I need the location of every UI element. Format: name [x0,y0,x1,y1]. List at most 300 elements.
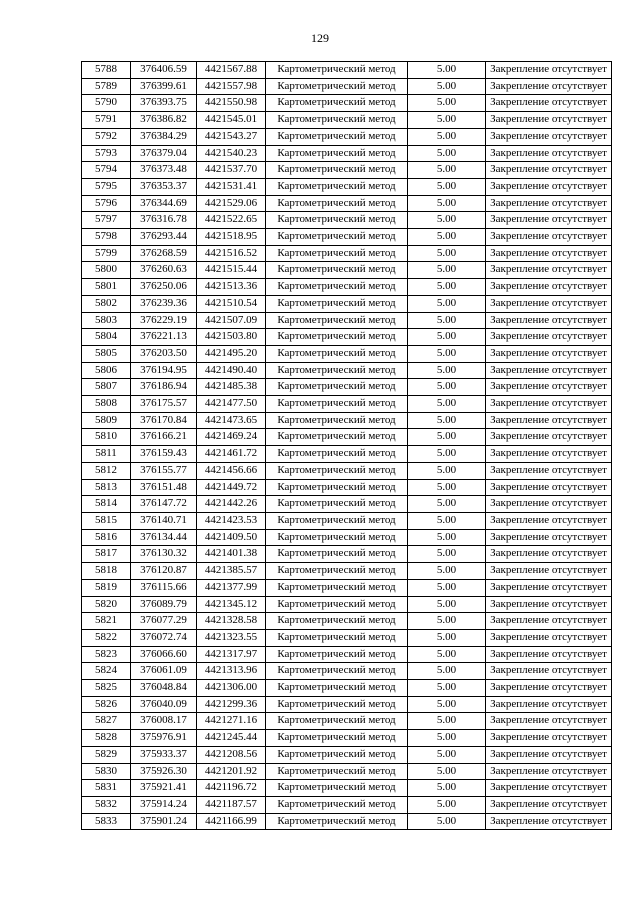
y-coordinate-cell: 4421313.96 [197,663,266,680]
x-coordinate-cell: 376344.69 [131,195,197,212]
table-row [82,479,612,496]
accuracy-cell: 5.00 [408,329,486,346]
method-cell: Картометрический метод [266,95,408,112]
table-row [82,563,612,580]
fixation-cell: Закрепление отсутствует [486,462,612,479]
point-number-cell: 5818 [82,563,131,580]
point-number-cell: 5826 [82,696,131,713]
accuracy-cell: 5.00 [408,763,486,780]
method-cell: Картометрический метод [266,178,408,195]
method-cell: Картометрический метод [266,713,408,730]
y-coordinate-cell: 4421328.58 [197,613,266,630]
point-number-cell: 5799 [82,245,131,262]
fixation-cell: Закрепление отсутствует [486,479,612,496]
table-row [82,680,612,697]
accuracy-cell: 5.00 [408,145,486,162]
y-coordinate-cell: 4421495.20 [197,345,266,362]
accuracy-cell: 5.00 [408,229,486,246]
method-cell: Картометрический метод [266,646,408,663]
y-coordinate-cell: 4421271.16 [197,713,266,730]
fixation-cell: Закрепление отсутствует [486,345,612,362]
point-number-cell: 5828 [82,730,131,747]
point-number-cell: 5823 [82,646,131,663]
accuracy-cell: 5.00 [408,212,486,229]
table-row [82,212,612,229]
method-cell: Картометрический метод [266,195,408,212]
y-coordinate-cell: 4421166.99 [197,813,266,830]
method-cell: Картометрический метод [266,596,408,613]
fixation-cell: Закрепление отсутствует [486,663,612,680]
fixation-cell: Закрепление отсутствует [486,295,612,312]
table-row [82,195,612,212]
x-coordinate-cell: 376406.59 [131,62,197,79]
method-cell: Картометрический метод [266,62,408,79]
accuracy-cell: 5.00 [408,680,486,697]
table-row [82,379,612,396]
method-cell: Картометрический метод [266,396,408,413]
method-cell: Картометрический метод [266,546,408,563]
point-number-cell: 5790 [82,95,131,112]
table-row [82,229,612,246]
table-row [82,112,612,129]
fixation-cell: Закрепление отсутствует [486,546,612,563]
fixation-cell: Закрепление отсутствует [486,95,612,112]
point-number-cell: 5805 [82,345,131,362]
fixation-cell: Закрепление отсутствует [486,813,612,830]
method-cell: Картометрический метод [266,78,408,95]
y-coordinate-cell: 4421456.66 [197,462,266,479]
x-coordinate-cell: 376373.48 [131,162,197,179]
fixation-cell: Закрепление отсутствует [486,262,612,279]
table-row [82,446,612,463]
accuracy-cell: 5.00 [408,546,486,563]
y-coordinate-cell: 4421567.88 [197,62,266,79]
accuracy-cell: 5.00 [408,62,486,79]
accuracy-cell: 5.00 [408,730,486,747]
method-cell: Картометрический метод [266,813,408,830]
accuracy-cell: 5.00 [408,295,486,312]
x-coordinate-cell: 376120.87 [131,563,197,580]
y-coordinate-cell: 4421485.38 [197,379,266,396]
point-number-cell: 5816 [82,529,131,546]
accuracy-cell: 5.00 [408,746,486,763]
table-row [82,162,612,179]
x-coordinate-cell: 376379.04 [131,145,197,162]
method-cell: Картометрический метод [266,295,408,312]
point-number-cell: 5813 [82,479,131,496]
x-coordinate-cell: 376386.82 [131,112,197,129]
point-number-cell: 5811 [82,446,131,463]
fixation-cell: Закрепление отсутствует [486,178,612,195]
point-number-cell: 5800 [82,262,131,279]
accuracy-cell: 5.00 [408,362,486,379]
method-cell: Картометрический метод [266,529,408,546]
point-number-cell: 5817 [82,546,131,563]
accuracy-cell: 5.00 [408,579,486,596]
point-number-cell: 5812 [82,462,131,479]
x-coordinate-cell: 375976.91 [131,730,197,747]
table-row [82,696,612,713]
fixation-cell: Закрепление отсутствует [486,245,612,262]
point-number-cell: 5815 [82,512,131,529]
y-coordinate-cell: 4421187.57 [197,796,266,813]
method-cell: Картометрический метод [266,780,408,797]
x-coordinate-cell: 376393.75 [131,95,197,112]
fixation-cell: Закрепление отсутствует [486,329,612,346]
accuracy-cell: 5.00 [408,713,486,730]
method-cell: Картометрический метод [266,229,408,246]
fixation-cell: Закрепление отсутствует [486,112,612,129]
y-coordinate-cell: 4421510.54 [197,295,266,312]
accuracy-cell: 5.00 [408,345,486,362]
y-coordinate-cell: 4421537.70 [197,162,266,179]
method-cell: Картометрический метод [266,512,408,529]
method-cell: Картометрический метод [266,696,408,713]
point-number-cell: 5820 [82,596,131,613]
method-cell: Картометрический метод [266,746,408,763]
table-row [82,62,612,79]
fixation-cell: Закрепление отсутствует [486,412,612,429]
table-row [82,796,612,813]
method-cell: Картометрический метод [266,262,408,279]
fixation-cell: Закрепление отсутствует [486,646,612,663]
accuracy-cell: 5.00 [408,112,486,129]
point-number-cell: 5803 [82,312,131,329]
x-coordinate-cell: 376155.77 [131,462,197,479]
method-cell: Картометрический метод [266,245,408,262]
x-coordinate-cell: 376250.06 [131,279,197,296]
x-coordinate-cell: 376166.21 [131,429,197,446]
fixation-cell: Закрепление отсутствует [486,696,612,713]
table-row [82,813,612,830]
table-row [82,78,612,95]
table-row [82,295,612,312]
method-cell: Картометрический метод [266,613,408,630]
table-row [82,279,612,296]
fixation-cell: Закрепление отсутствует [486,78,612,95]
y-coordinate-cell: 4421345.12 [197,596,266,613]
fixation-cell: Закрепление отсутствует [486,396,612,413]
y-coordinate-cell: 4421461.72 [197,446,266,463]
x-coordinate-cell: 375921.41 [131,780,197,797]
accuracy-cell: 5.00 [408,162,486,179]
accuracy-cell: 5.00 [408,446,486,463]
fixation-cell: Закрепление отсутствует [486,596,612,613]
point-number-cell: 5789 [82,78,131,95]
fixation-cell: Закрепление отсутствует [486,128,612,145]
point-number-cell: 5795 [82,178,131,195]
x-coordinate-cell: 376089.79 [131,596,197,613]
point-number-cell: 5814 [82,496,131,513]
method-cell: Картометрический метод [266,312,408,329]
y-coordinate-cell: 4421518.95 [197,229,266,246]
point-number-cell: 5791 [82,112,131,129]
table-row [82,763,612,780]
y-coordinate-cell: 4421515.44 [197,262,266,279]
fixation-cell: Закрепление отсутствует [486,780,612,797]
method-cell: Картометрический метод [266,379,408,396]
accuracy-cell: 5.00 [408,379,486,396]
table-row [82,780,612,797]
fixation-cell: Закрепление отсутствует [486,195,612,212]
accuracy-cell: 5.00 [408,78,486,95]
x-coordinate-cell: 375926.30 [131,763,197,780]
method-cell: Картометрический метод [266,212,408,229]
accuracy-cell: 5.00 [408,195,486,212]
accuracy-cell: 5.00 [408,496,486,513]
method-cell: Картометрический метод [266,145,408,162]
fixation-cell: Закрепление отсутствует [486,713,612,730]
table-row [82,579,612,596]
table-row [82,462,612,479]
x-coordinate-cell: 376008.17 [131,713,197,730]
point-number-cell: 5793 [82,145,131,162]
fixation-cell: Закрепление отсутствует [486,279,612,296]
method-cell: Картометрический метод [266,496,408,513]
y-coordinate-cell: 4421423.53 [197,512,266,529]
method-cell: Картометрический метод [266,329,408,346]
table-row [82,629,612,646]
point-number-cell: 5802 [82,295,131,312]
fixation-cell: Закрепление отсутствует [486,529,612,546]
fixation-cell: Закрепление отсутствует [486,746,612,763]
y-coordinate-cell: 4421522.65 [197,212,266,229]
fixation-cell: Закрепление отсутствует [486,730,612,747]
accuracy-cell: 5.00 [408,245,486,262]
point-number-cell: 5824 [82,663,131,680]
accuracy-cell: 5.00 [408,512,486,529]
point-number-cell: 5797 [82,212,131,229]
point-number-cell: 5825 [82,680,131,697]
fixation-cell: Закрепление отсутствует [486,496,612,513]
y-coordinate-cell: 4421245.44 [197,730,266,747]
method-cell: Картометрический метод [266,629,408,646]
table-row [82,345,612,362]
accuracy-cell: 5.00 [408,813,486,830]
point-number-cell: 5806 [82,362,131,379]
x-coordinate-cell: 376072.74 [131,629,197,646]
method-cell: Картометрический метод [266,763,408,780]
fixation-cell: Закрепление отсутствует [486,680,612,697]
table-row [82,178,612,195]
point-number-cell: 5819 [82,579,131,596]
method-cell: Картометрический метод [266,429,408,446]
x-coordinate-cell: 376221.13 [131,329,197,346]
fixation-cell: Закрепление отсутствует [486,446,612,463]
fixation-cell: Закрепление отсутствует [486,362,612,379]
y-coordinate-cell: 4421299.36 [197,696,266,713]
method-cell: Картометрический метод [266,680,408,697]
point-number-cell: 5829 [82,746,131,763]
table-row [82,362,612,379]
method-cell: Картометрический метод [266,579,408,596]
coordinates-table [81,61,612,830]
y-coordinate-cell: 4421513.36 [197,279,266,296]
x-coordinate-cell: 376147.72 [131,496,197,513]
method-cell: Картометрический метод [266,162,408,179]
x-coordinate-cell: 376170.84 [131,412,197,429]
y-coordinate-cell: 4421385.57 [197,563,266,580]
x-coordinate-cell: 375901.24 [131,813,197,830]
table-row [82,546,612,563]
method-cell: Картометрический метод [266,663,408,680]
page-number: 129 [311,31,329,45]
accuracy-cell: 5.00 [408,396,486,413]
y-coordinate-cell: 4421490.40 [197,362,266,379]
x-coordinate-cell: 376140.71 [131,512,197,529]
y-coordinate-cell: 4421543.27 [197,128,266,145]
point-number-cell: 5830 [82,763,131,780]
accuracy-cell: 5.00 [408,178,486,195]
y-coordinate-cell: 4421323.55 [197,629,266,646]
x-coordinate-cell: 376260.63 [131,262,197,279]
x-coordinate-cell: 376353.37 [131,178,197,195]
y-coordinate-cell: 4421545.01 [197,112,266,129]
x-coordinate-cell: 376194.95 [131,362,197,379]
accuracy-cell: 5.00 [408,629,486,646]
fixation-cell: Закрепление отсутствует [486,145,612,162]
accuracy-cell: 5.00 [408,796,486,813]
method-cell: Картометрический метод [266,563,408,580]
accuracy-cell: 5.00 [408,563,486,580]
table-row [82,429,612,446]
y-coordinate-cell: 4421503.80 [197,329,266,346]
x-coordinate-cell: 376175.57 [131,396,197,413]
table-row [82,262,612,279]
method-cell: Картометрический метод [266,279,408,296]
y-coordinate-cell: 4421529.06 [197,195,266,212]
table-row [82,412,612,429]
accuracy-cell: 5.00 [408,312,486,329]
accuracy-cell: 5.00 [408,529,486,546]
x-coordinate-cell: 376159.43 [131,446,197,463]
x-coordinate-cell: 376115.66 [131,579,197,596]
fixation-cell: Закрепление отсутствует [486,229,612,246]
x-coordinate-cell: 376186.94 [131,379,197,396]
fixation-cell: Закрепление отсутствует [486,512,612,529]
point-number-cell: 5832 [82,796,131,813]
y-coordinate-cell: 4421208.56 [197,746,266,763]
y-coordinate-cell: 4421306.00 [197,680,266,697]
y-coordinate-cell: 4421516.52 [197,245,266,262]
method-cell: Картометрический метод [266,730,408,747]
point-number-cell: 5809 [82,412,131,429]
x-coordinate-cell: 376316.78 [131,212,197,229]
accuracy-cell: 5.00 [408,596,486,613]
accuracy-cell: 5.00 [408,279,486,296]
accuracy-cell: 5.00 [408,128,486,145]
table-row [82,730,612,747]
accuracy-cell: 5.00 [408,95,486,112]
table-row [82,95,612,112]
point-number-cell: 5827 [82,713,131,730]
x-coordinate-cell: 376061.09 [131,663,197,680]
x-coordinate-cell: 376384.29 [131,128,197,145]
point-number-cell: 5798 [82,229,131,246]
point-number-cell: 5808 [82,396,131,413]
method-cell: Картометрический метод [266,446,408,463]
method-cell: Картометрический метод [266,345,408,362]
y-coordinate-cell: 4421377.99 [197,579,266,596]
point-number-cell: 5792 [82,128,131,145]
y-coordinate-cell: 4421473.65 [197,412,266,429]
x-coordinate-cell: 376239.36 [131,295,197,312]
x-coordinate-cell: 376077.29 [131,613,197,630]
x-coordinate-cell: 376066.60 [131,646,197,663]
fixation-cell: Закрепление отсутствует [486,796,612,813]
point-number-cell: 5833 [82,813,131,830]
y-coordinate-cell: 4421469.24 [197,429,266,446]
fixation-cell: Закрепление отсутствует [486,429,612,446]
point-number-cell: 5796 [82,195,131,212]
method-cell: Картометрический метод [266,112,408,129]
y-coordinate-cell: 4421409.50 [197,529,266,546]
point-number-cell: 5807 [82,379,131,396]
table-row [82,512,612,529]
y-coordinate-cell: 4421507.09 [197,312,266,329]
fixation-cell: Закрепление отсутствует [486,563,612,580]
y-coordinate-cell: 4421550.98 [197,95,266,112]
method-cell: Картометрический метод [266,412,408,429]
x-coordinate-cell: 376134.44 [131,529,197,546]
fixation-cell: Закрепление отсутствует [486,62,612,79]
table-row [82,663,612,680]
table-row [82,312,612,329]
point-number-cell: 5801 [82,279,131,296]
x-coordinate-cell: 376203.50 [131,345,197,362]
point-number-cell: 5822 [82,629,131,646]
y-coordinate-cell: 4421201.92 [197,763,266,780]
accuracy-cell: 5.00 [408,479,486,496]
method-cell: Картометрический метод [266,479,408,496]
method-cell: Картометрический метод [266,462,408,479]
method-cell: Картометрический метод [266,796,408,813]
accuracy-cell: 5.00 [408,646,486,663]
accuracy-cell: 5.00 [408,429,486,446]
y-coordinate-cell: 4421477.50 [197,396,266,413]
accuracy-cell: 5.00 [408,462,486,479]
point-number-cell: 5810 [82,429,131,446]
fixation-cell: Закрепление отсутствует [486,579,612,596]
x-coordinate-cell: 376151.48 [131,479,197,496]
accuracy-cell: 5.00 [408,696,486,713]
table-row [82,396,612,413]
x-coordinate-cell: 375914.24 [131,796,197,813]
x-coordinate-cell: 376130.32 [131,546,197,563]
method-cell: Картометрический метод [266,128,408,145]
y-coordinate-cell: 4421442.26 [197,496,266,513]
table-row [82,245,612,262]
x-coordinate-cell: 376040.09 [131,696,197,713]
x-coordinate-cell: 376048.84 [131,680,197,697]
x-coordinate-cell: 376268.59 [131,245,197,262]
method-cell: Картометрический метод [266,362,408,379]
accuracy-cell: 5.00 [408,412,486,429]
point-number-cell: 5821 [82,613,131,630]
accuracy-cell: 5.00 [408,262,486,279]
x-coordinate-cell: 375933.37 [131,746,197,763]
point-number-cell: 5831 [82,780,131,797]
x-coordinate-cell: 376229.19 [131,312,197,329]
y-coordinate-cell: 4421531.41 [197,178,266,195]
fixation-cell: Закрепление отсутствует [486,763,612,780]
accuracy-cell: 5.00 [408,663,486,680]
accuracy-cell: 5.00 [408,613,486,630]
table-row [82,128,612,145]
table-row [82,646,612,663]
y-coordinate-cell: 4421540.23 [197,145,266,162]
table-row [82,529,612,546]
